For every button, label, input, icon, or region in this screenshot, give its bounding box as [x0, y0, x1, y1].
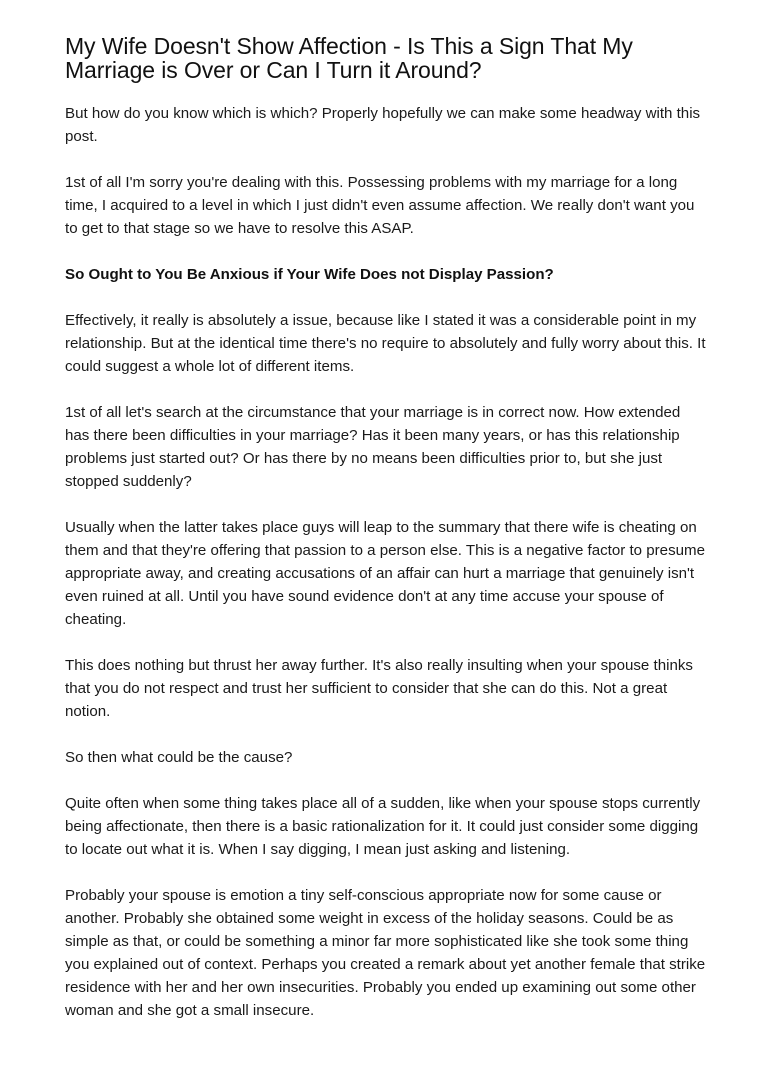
paragraph-cheating: Usually when the latter takes place guys will leap to the summary that there wife is cheating on them and that they're offering that passion to a person else. This is a negative factor to presume appropriate away, and creating accusations of an affair can hurt a marriage that genuinely isn't even ruined at all. Until you have sound evidence don't at any time accuse your spouse of cheating.	[65, 519, 705, 628]
paragraph-circumstance: 1st of all let's search at the circumstance that your marriage is in correct now. How extended has there been difficulties in your marriage? Has it been many years, or has this relationship problems just started out? Or has there by no means been difficulties prior to, but she just stopped suddenly?	[65, 404, 681, 490]
paragraph-digging: Quite often when some thing takes place all of a sudden, like when your spouse stops currently being affectionate, then there is a basic rationalization for it. It could just consider some digging to locate out what it is. When I say digging, I mean just asking and listening.	[65, 795, 701, 858]
paragraph-question: So then what could be the cause?	[65, 749, 293, 766]
page-title: My Wife Doesn't Show Affection - Is This a Sign That My Marriage is Over or Can I Turn it Around?	[65, 33, 633, 83]
paragraph-insecure: Probably your spouse is emotion a tiny self-conscious appropriate now for some cause or another. Probably she obtained some weight in excess of the holiday seasons. Could be as simple as that, or could be something a minor far more sophisticated like she took some thing you explained out of context. Perhaps you created a remark about yet another female that strike residence with her and her own insecurities. Probably you ended up examining out some other woman and she got a small insecure.	[65, 887, 706, 1019]
paragraph-apology: 1st of all I'm sorry you're dealing with this. Possessing problems with my marriage for a long time, I acquired to a level in which I just didn't even assume affection. We really don't want you to get to that stage so we have to resolve this ASAP.	[65, 174, 695, 237]
paragraph-effectively: Effectively, it really is absolutely a issue, because like I stated it was a considerable point in my relationship. But at the identical time there's no require to absolutely and fully worry about this. It could suggest a whole lot of different items.	[65, 312, 706, 375]
paragraph-insulting: This does nothing but thrust her away further. It's also really insulting when your spouse thinks that you do not respect and trust her sufficient to consider that she can do this. Not a great notion.	[65, 657, 693, 720]
paragraph-intro: But how do you know which is which? Properly hopefully we can make some headway with this post.	[65, 105, 701, 145]
section-heading: So Ought to You Be Anxious if Your Wife Does not Display Passion?	[65, 266, 554, 283]
